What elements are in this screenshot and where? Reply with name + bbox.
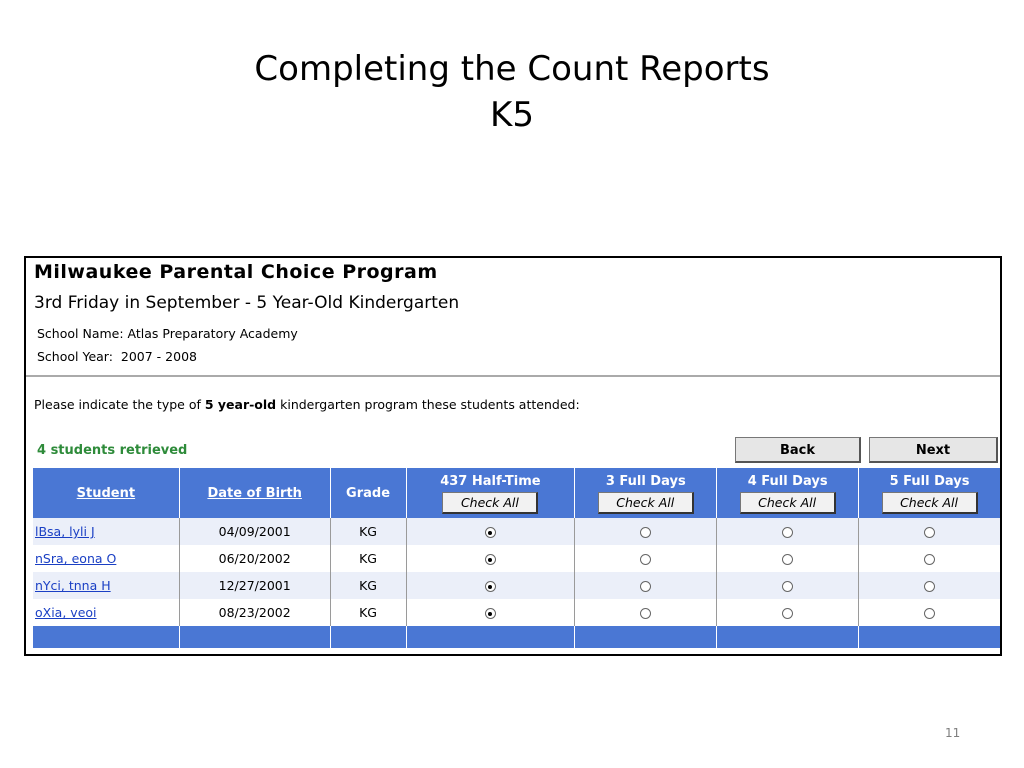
radio-full3[interactable] bbox=[640, 554, 651, 565]
full3-header-label: 3 Full Days bbox=[605, 473, 686, 489]
student-name-link[interactable]: lBsa, lyli J bbox=[35, 524, 95, 539]
program-radio-cell bbox=[859, 599, 1000, 626]
slide-title bbox=[0, 46, 1024, 138]
table-row bbox=[33, 545, 1000, 572]
radio-full3[interactable] bbox=[640, 581, 651, 592]
table-row bbox=[33, 518, 1000, 545]
student-name-link[interactable]: nYci, tnna H bbox=[35, 578, 111, 593]
check-all-4-full-days-button[interactable]: Check All bbox=[740, 492, 836, 514]
school-year-line bbox=[37, 349, 197, 364]
program-radio-cell bbox=[717, 572, 859, 599]
radio-full4[interactable] bbox=[782, 581, 793, 592]
program-radio-cell bbox=[575, 518, 717, 545]
app-screenshot-frame bbox=[24, 256, 1002, 656]
radio-half-time[interactable] bbox=[485, 527, 496, 538]
footer-cell bbox=[859, 626, 1000, 648]
radio-half-time[interactable] bbox=[485, 608, 496, 619]
program-radio-cell bbox=[406, 518, 575, 545]
footer-cell bbox=[33, 626, 179, 648]
instruction-post: kindergarten program these students attended: bbox=[276, 397, 580, 412]
student-name-cell bbox=[33, 572, 179, 599]
grade-cell: KG bbox=[330, 599, 406, 626]
next-button[interactable]: Next bbox=[869, 437, 998, 463]
table-footer-row bbox=[33, 626, 1000, 648]
students-table bbox=[33, 468, 1000, 648]
program-radio-cell bbox=[575, 545, 717, 572]
program-radio-cell bbox=[717, 518, 859, 545]
full5-header-label: 5 Full Days bbox=[889, 473, 970, 489]
check-all-half-time-button[interactable]: Check All bbox=[442, 492, 538, 514]
program-radio-cell bbox=[406, 572, 575, 599]
instruction-pre: Please indicate the type of bbox=[34, 397, 205, 412]
radio-full5[interactable] bbox=[924, 554, 935, 565]
program-radio-cell bbox=[575, 599, 717, 626]
student-name-cell bbox=[33, 599, 179, 626]
footer-cell bbox=[179, 626, 330, 648]
radio-full5[interactable] bbox=[924, 527, 935, 538]
student-name-link[interactable]: nSra, eona O bbox=[35, 551, 117, 566]
program-radio-cell bbox=[717, 599, 859, 626]
grade-cell: KG bbox=[330, 518, 406, 545]
program-radio-cell bbox=[575, 572, 717, 599]
radio-full4[interactable] bbox=[782, 554, 793, 565]
instruction-bold: 5 year-old bbox=[204, 397, 277, 412]
full4-header-label: 4 Full Days bbox=[747, 473, 828, 489]
slide-page-number: 11 bbox=[945, 726, 961, 740]
school-name-line bbox=[37, 326, 298, 341]
slide-title-line-1: Completing the Count Reports bbox=[254, 49, 770, 89]
slide-title-line-2: K5 bbox=[490, 95, 534, 135]
table-row bbox=[33, 572, 1000, 599]
student-name-cell bbox=[33, 518, 179, 545]
col-header-4-full-days bbox=[717, 468, 859, 518]
student-name-cell bbox=[33, 545, 179, 572]
school-name-label: School Name: bbox=[37, 326, 124, 341]
radio-half-time[interactable] bbox=[485, 554, 496, 565]
grade-header-label: Grade bbox=[346, 485, 391, 501]
program-radio-cell bbox=[406, 599, 575, 626]
radio-half-time[interactable] bbox=[485, 581, 496, 592]
school-name-value: Atlas Preparatory Academy bbox=[127, 326, 298, 341]
radio-full4[interactable] bbox=[782, 527, 793, 538]
table-header-row bbox=[33, 468, 1000, 518]
col-header-3-full-days bbox=[575, 468, 717, 518]
radio-full3[interactable] bbox=[640, 527, 651, 538]
radio-full4[interactable] bbox=[782, 608, 793, 619]
date-of-birth-cell: 06/20/2002 bbox=[179, 545, 330, 572]
program-radio-cell bbox=[406, 545, 575, 572]
program-radio-cell bbox=[859, 518, 1000, 545]
report-subtitle: 3rd Friday in September - 5 Year-Old Kindergarten bbox=[34, 293, 460, 313]
instruction-text bbox=[34, 397, 580, 412]
program-radio-cell bbox=[717, 545, 859, 572]
check-all-3-full-days-button[interactable]: Check All bbox=[598, 492, 694, 514]
students-table-body bbox=[33, 518, 1000, 648]
footer-cell bbox=[406, 626, 575, 648]
program-radio-cell bbox=[859, 572, 1000, 599]
half-time-header-label: 437 Half-Time bbox=[440, 473, 541, 489]
col-header-half-time bbox=[406, 468, 575, 518]
footer-cell bbox=[717, 626, 859, 648]
student-name-link[interactable]: oXia, veoi bbox=[35, 605, 97, 620]
school-year-value: 2007 - 2008 bbox=[120, 349, 197, 364]
sort-dob-link[interactable]: Date of Birth bbox=[207, 485, 302, 501]
program-title: Milwaukee Parental Choice Program bbox=[34, 261, 438, 283]
radio-full3[interactable] bbox=[640, 608, 651, 619]
radio-full5[interactable] bbox=[924, 608, 935, 619]
col-header-grade bbox=[330, 468, 406, 518]
col-header-student[interactable] bbox=[33, 468, 179, 518]
school-year-label: School Year: bbox=[37, 349, 113, 364]
grade-cell: KG bbox=[330, 545, 406, 572]
col-header-dob[interactable] bbox=[179, 468, 330, 518]
section-divider bbox=[26, 375, 1000, 377]
date-of-birth-cell: 12/27/2001 bbox=[179, 572, 330, 599]
back-button[interactable]: Back bbox=[735, 437, 861, 463]
grade-cell: KG bbox=[330, 572, 406, 599]
footer-cell bbox=[330, 626, 406, 648]
sort-student-link[interactable]: Student bbox=[76, 485, 136, 501]
date-of-birth-cell: 04/09/2001 bbox=[179, 518, 330, 545]
program-radio-cell bbox=[859, 545, 1000, 572]
students-retrieved-status: 4 students retrieved bbox=[37, 443, 188, 458]
radio-full5[interactable] bbox=[924, 581, 935, 592]
check-all-5-full-days-button[interactable]: Check All bbox=[882, 492, 978, 514]
footer-cell bbox=[575, 626, 717, 648]
date-of-birth-cell: 08/23/2002 bbox=[179, 599, 330, 626]
table-row bbox=[33, 599, 1000, 626]
col-header-5-full-days bbox=[859, 468, 1000, 518]
